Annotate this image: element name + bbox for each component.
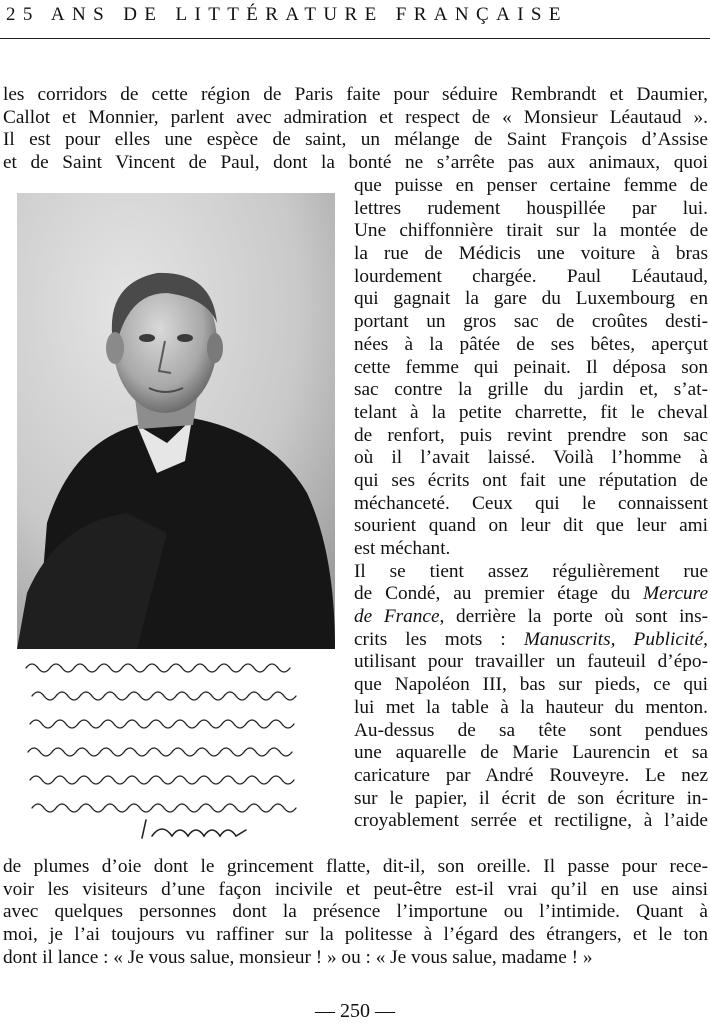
text-line: [354, 606, 708, 629]
text-line: qui gagnait la gare du Luxembourg en: [354, 288, 708, 310]
text-line: lui met la table à la hauteur du menton.: [354, 696, 708, 718]
text-line: Une chiffonnière tirait sur la montée de: [354, 220, 708, 242]
text-line: avec quelques personnes dont la présence l’importune ou l’intimide. Quant à: [3, 901, 708, 923]
door-inscription: Manuscrits, Publicité: [523, 628, 704, 650]
text-line: une aquarelle de Marie Laurencin et sa: [354, 742, 708, 764]
text-line: cette femme qui peinait. Il déposa son: [354, 356, 708, 378]
text-line: la rue de Médicis une voiture à bras: [354, 243, 708, 265]
text-line: nées à la pâtée de ses bêtes, aperçut: [354, 333, 708, 355]
text-segment: de Condé, au premier étage du: [354, 583, 644, 605]
paragraph-right: [354, 175, 708, 833]
text-line: [354, 561, 708, 584]
paragraph-top: [3, 84, 708, 175]
text-line: que Napoléon III, bas sur pieds, ce qui: [354, 674, 708, 696]
text-line: Au-dessus de sa tête sont pendues: [354, 719, 708, 741]
text-line: [354, 629, 708, 652]
text-line: est méchant.: [354, 538, 451, 559]
text-line: sur le papier, il écrit de son écriture in-: [354, 787, 708, 809]
running-header: [0, 0, 710, 39]
text-line: telant à la petite charrette, fit le cheval: [354, 401, 708, 423]
text-line: moi, je l’ai toujours vu raffiner sur la politesse à l’égard des étrangers, et le ton: [3, 924, 708, 946]
text-line: que puisse en penser certaine femme de: [354, 175, 708, 196]
journal-title-cont: de France: [354, 606, 440, 628]
text-line: croyablement serrée et rectiligne, à l’aide: [354, 810, 708, 832]
text-line: qui ses écrits ont fait une réputation de: [354, 469, 708, 491]
page-number: — 250 —: [315, 1000, 395, 1022]
text-segment: crits les mots :: [354, 628, 524, 650]
text-line: sac contre la grille du jardin et, s’at-: [354, 379, 708, 401]
text-segment: , derrière la porte où sont ins-: [439, 606, 708, 628]
text-line: de plumes d’oie dont le grincement flatte, dit-il, son oreille. Il passe pour rece-: [3, 856, 708, 877]
paragraph-bottom: [3, 856, 708, 969]
text-line: dont il lance : « Je vous salue, monsieur ! » ou : « Je vous salue, madame ! »: [3, 946, 593, 968]
portrait-photo: [17, 193, 335, 649]
text-segment: ,: [703, 628, 708, 650]
text-line: lourdement chargée. Paul Léautaud,: [354, 265, 708, 287]
text-line: les corridors de cette région de Paris faite pour séduire Rembrandt et Daumier,: [3, 84, 708, 105]
text-segment: Il se tient assez régulièrement rue: [354, 560, 708, 582]
text-line: lettres rudement houspillée par lui.: [354, 197, 708, 219]
text-line: [354, 583, 708, 606]
handwritten-note: [14, 650, 339, 850]
text-line: de renfort, puis revint prendre son sac: [354, 424, 708, 446]
text-line: sourient quand on leur dit que leur ami: [354, 515, 708, 537]
text-line: Callot et Monnier, parlent avec admiration et respect de « Monsieur Léautaud ».: [3, 106, 708, 128]
text-line: méchanceté. Ceux qui le connaissent: [354, 492, 708, 514]
text-line: Il est pour elles une espèce de saint, un mélange de Saint François d’Assise: [3, 129, 708, 151]
text-line: utilisant pour travailler un fauteuil d’épo-: [354, 651, 708, 673]
running-title: 25 ANS DE LITTÉRATURE FRANÇAISE: [6, 4, 568, 25]
text-line: voir les visiteurs d’une façon incivile et peut-être est-il vrai qu’il en use ainsi: [3, 878, 708, 900]
text-line: où il l’avait laissé. Voilà l’homme à: [354, 447, 708, 469]
text-line: portant un gros sac de croûtes desti-: [354, 311, 708, 333]
journal-title: Mercure: [643, 583, 708, 605]
text-line: caricature par André Rouveyre. Le nez: [354, 764, 708, 786]
text-line: et de Saint Vincent de Paul, dont la bonté ne s’arrête pas aux animaux, quoi: [3, 152, 708, 174]
